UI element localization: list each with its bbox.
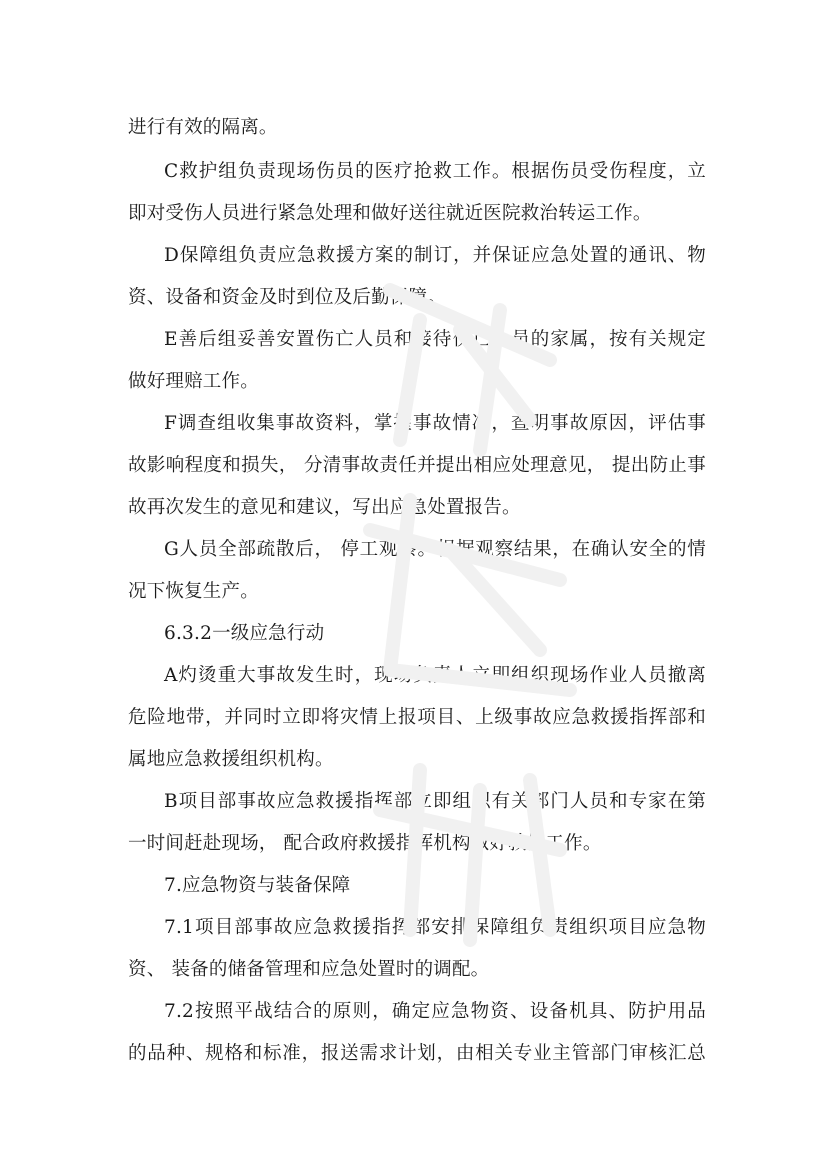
- text-line-18: 一时间赶赴现场， 配合政府救援指挥机构做好救援工作。: [128, 833, 602, 854]
- text-line-23: 的品种、规格和标准，报送需求计划，由相关专业主管部门审核汇总: [128, 1043, 706, 1064]
- text-line-6: E善后组妥善安置伤亡人员和接待伤亡人员的家属，按有关规定: [164, 329, 706, 350]
- text-line-4: D保障组负责应急救援方案的制订，并保证应急处置的通讯、物: [164, 245, 706, 266]
- section-heading-7: 7.应急物资与装备保障: [164, 875, 351, 896]
- text-line-3: 即对受伤人员进行紧急处理和做好送往就近医院救治转运工作。: [128, 203, 652, 224]
- text-line-2: C救护组负责现场伤员的医疗抢救工作。根据伤员受伤程度，立: [164, 161, 706, 182]
- text-line-9: 故影响程度和损失， 分清事故责任并提出相应处理意见， 提出防止事: [128, 455, 706, 476]
- text-line-16: 属地应急救援组织机构。: [128, 749, 334, 770]
- text-line-12: 况下恢复生产。: [128, 581, 259, 602]
- text-line-8: F调查组收集事故资料，掌握事故情况，查明事故原因，评估事: [164, 413, 706, 434]
- text-line-11: G人员全部疏散后， 停工观察。根据观察结果，在确认安全的情: [164, 539, 706, 560]
- text-line-22: 7.2按照平战结合的原则，确定应急物资、设备机具、防护用品: [164, 1001, 706, 1022]
- text-line-15: 危险地带，并同时立即将灾情上报项目、上级事故应急救援指挥部和: [128, 707, 706, 728]
- text-line-7: 做好理赔工作。: [128, 371, 259, 392]
- text-line-5: 资、设备和资金及时到位及后勤保障。: [128, 287, 446, 308]
- text-line-10: 故再次发生的意见和建议，写出应急处置报告。: [128, 497, 521, 518]
- section-heading-6-3-2: 6.3.2一级应急行动: [164, 623, 325, 644]
- text-line-1: 进行有效的隔离。: [128, 117, 278, 138]
- text-line-20: 7.1项目部事故应急救援指挥部安排保障组负责组织项目应急物: [164, 917, 706, 938]
- text-line-21: 资、 装备的储备管理和应急处置时的调配。: [128, 959, 490, 980]
- text-line-17: B项目部事故应急救援指挥部立即组织有关部门人员和专家在第: [164, 791, 706, 812]
- text-line-14: A灼烫重大事故发生时，现场负责人立即组织现场作业人员撤离: [164, 665, 706, 686]
